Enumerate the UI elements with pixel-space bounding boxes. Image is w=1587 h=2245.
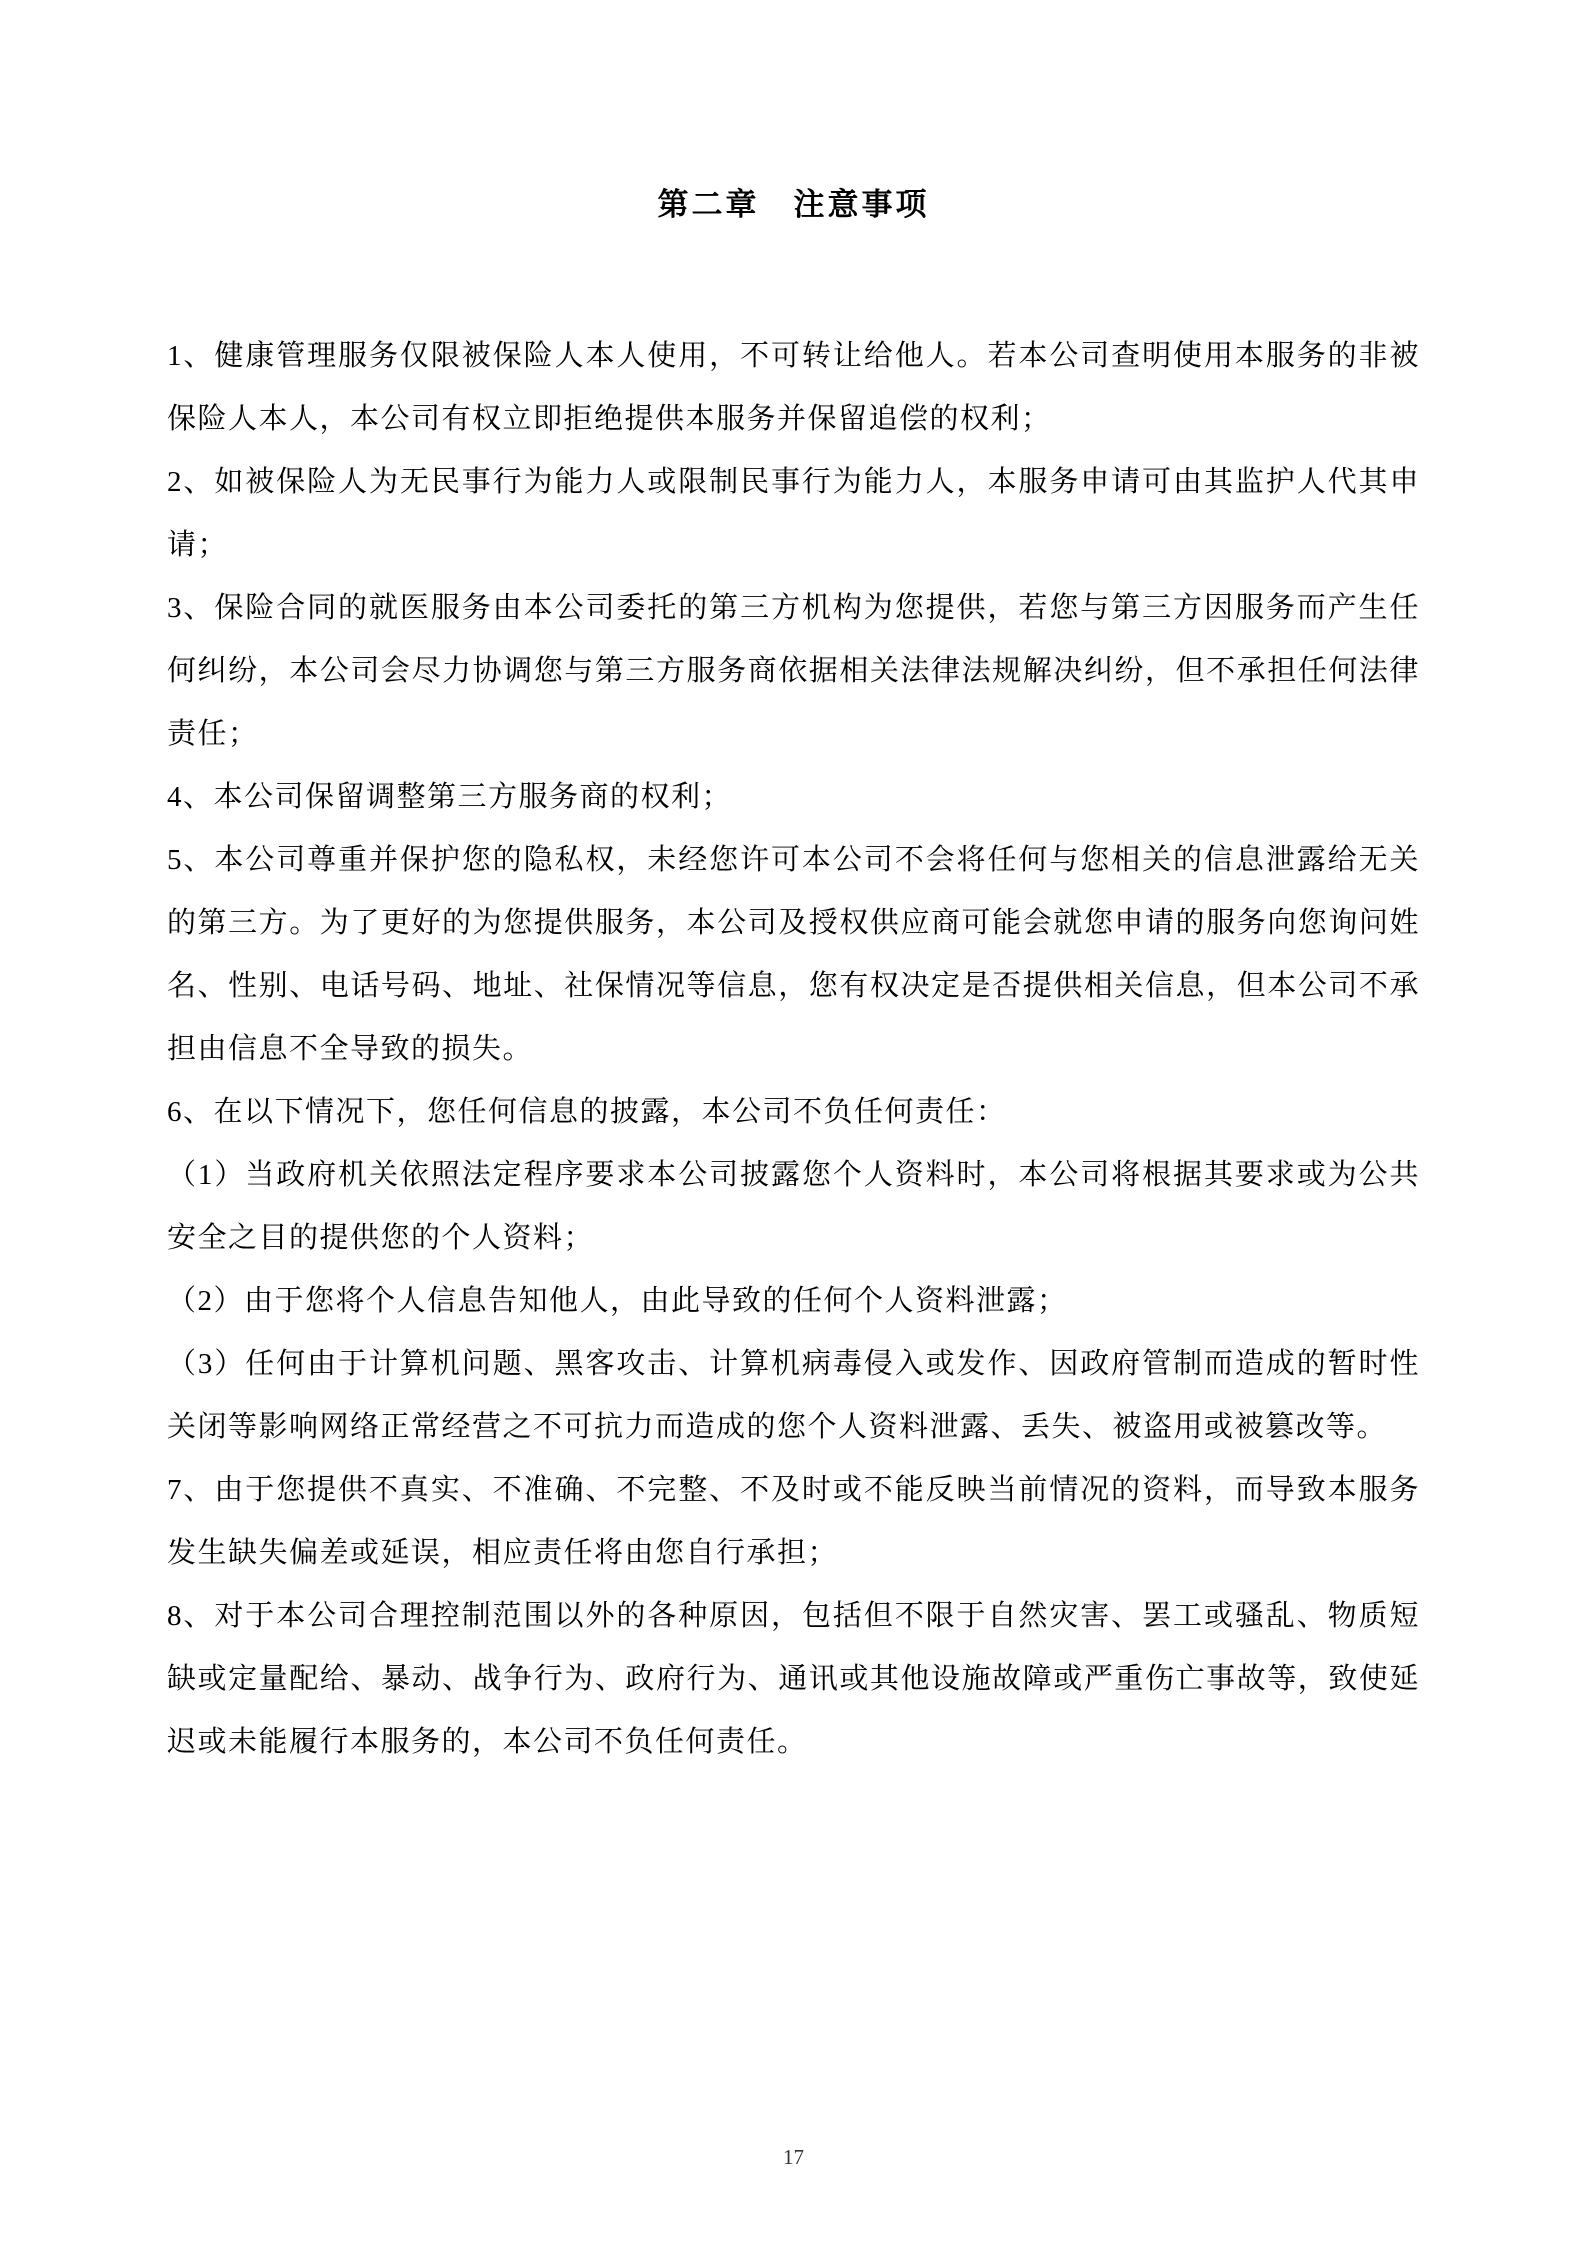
- paragraph-6-sub-3: （3）任何由于计算机问题、黑客攻击、计算机病毒侵入或发作、因政府管制而造成的暂时性关闭等影响网络正常经营之不可抗力而造成的您个人资料泄露、丢失、被盗用或被篡改等。: [167, 1348, 1420, 1443]
- paragraph-2: 2、如被保险人为无民事行为能力人或限制民事行为能力人，本服务申请可由其监护人代其申请；: [167, 466, 1420, 561]
- paragraph-4: 4、本公司保留调整第三方服务商的权利；: [167, 781, 733, 813]
- paragraph-1: 1、健康管理服务仅限被保险人本人使用，不可转让给他人。若本公司查明使用本服务的非被保险人本人，本公司有权立即拒绝提供本服务并保留追偿的权利；: [167, 340, 1420, 435]
- paragraph-3: 3、保险合同的就医服务由本公司委托的第三方机构为您提供，若您与第三方因服务而产生任何纠纷，本公司会尽力协调您与第三方服务商依据相关法律法规解决纠纷，但不承担任何法律责任；: [167, 592, 1420, 750]
- paragraph-5: 5、本公司尊重并保护您的隐私权，未经您许可本公司不会将任何与您相关的信息泄露给无关的第三方。为了更好的为您提供服务，本公司及授权供应商可能会就您申请的服务向您询问姓名、性别、电话号码、地址、社保情况等信息，您有权决定是否提供相关信息，但本公司不承担由信息不全导致的损失。: [167, 844, 1420, 1065]
- page-footer: [0, 2145, 1587, 2170]
- paragraph-6-sub-2: （2）由于您将个人信息告知他人，由此导致的任何个人资料泄露；: [167, 1285, 1068, 1317]
- paragraph-6: 6、在以下情况下，您任何信息的披露，本公司不负任何责任：: [167, 1096, 1007, 1128]
- page-number: 17: [783, 2145, 804, 2169]
- paragraph-7: 7、由于您提供不真实、不准确、不完整、不及时或不能反映当前情况的资料，而导致本服务发生缺失偏差或延误，相应责任将由您自行承担；: [167, 1474, 1420, 1569]
- paragraph-6-sub-1: （1）当政府机关依照法定程序要求本公司披露您个人资料时，本公司将根据其要求或为公共安全之目的提供您的个人资料；: [167, 1159, 1420, 1254]
- paragraph-8: 8、对于本公司合理控制范围以外的各种原因，包括但不限于自然灾害、罢工或骚乱、物质短缺或定量配给、暴动、战争行为、政府行为、通讯或其他设施故障或严重伤亡事故等，致使延迟或未能履行本服务的，本公司不负任何责任。: [167, 1600, 1420, 1758]
- chapter-title: 第二章 注意事项: [657, 187, 930, 222]
- document-body: [167, 325, 1420, 1774]
